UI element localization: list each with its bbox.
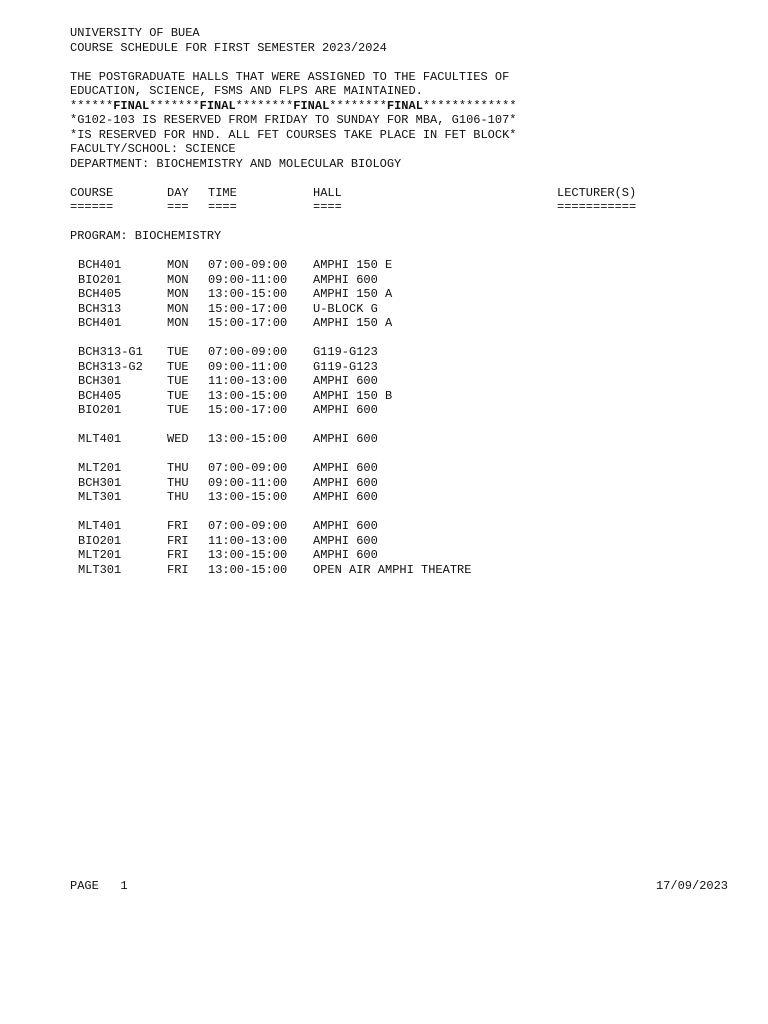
time-cell: 13:00-15:00: [208, 548, 288, 562]
hall-cell: AMPHI 600: [313, 432, 378, 446]
page-footer: [70, 879, 728, 894]
spacer: [70, 215, 730, 230]
group-spacer: [70, 447, 730, 462]
course-cell: BCH401: [78, 316, 122, 330]
time-cell: 13:00-15:00: [208, 388, 288, 403]
table-row: [70, 302, 730, 317]
course-cell: BCH313-G2: [78, 359, 143, 374]
day-column-header: DAY: [167, 185, 189, 200]
spacer: [70, 171, 730, 186]
hall-cell: AMPHI 150 A: [313, 316, 393, 330]
table-row: [70, 374, 730, 389]
hall-cell: AMPHI 600: [313, 461, 378, 475]
time-cell: 07:00-09:00: [208, 258, 288, 272]
day-cell: MON: [167, 287, 189, 301]
course-cell: MLT301: [78, 490, 122, 504]
time-cell: 11:00-13:00: [208, 374, 288, 388]
time-cell: 15:00-17:00: [208, 316, 288, 330]
course-rule: ======: [70, 200, 114, 214]
day-cell: WED: [167, 432, 189, 446]
day-cell: MON: [167, 272, 189, 287]
page-number: PAGE 1: [70, 879, 128, 893]
day-cell: THU: [167, 490, 189, 504]
course-cell: MLT401: [78, 519, 122, 533]
day-cell: MON: [167, 301, 189, 316]
column-rules: [70, 200, 730, 215]
university-name: UNIVERSITY OF BUEA: [70, 26, 200, 40]
notice-line-1: THE POSTGRADUATE HALLS THAT WERE ASSIGNED TO THE FACULTIES OF: [70, 69, 510, 84]
asterisk-run: ********: [235, 98, 294, 113]
table-row: [70, 432, 730, 447]
time-cell: 15:00-17:00: [208, 301, 288, 316]
course-cell: BCH313-G1: [78, 345, 143, 359]
time-rule: ====: [208, 200, 237, 214]
table-row: [70, 403, 730, 418]
course-cell: BCH405: [78, 388, 122, 403]
department-label: DEPARTMENT: BIOCHEMISTRY AND MOLECULAR BIOLOGY: [70, 156, 402, 171]
schedule-document: [70, 26, 730, 577]
print-date: 17/09/2023: [655, 879, 728, 893]
hall-cell: AMPHI 600: [313, 533, 378, 548]
course-cell: BIO201: [78, 533, 122, 548]
final-word: FINAL: [386, 98, 423, 113]
spacer: [70, 244, 730, 259]
table-row: [70, 273, 730, 288]
time-cell: 09:00-11:00: [208, 272, 288, 287]
time-cell: 07:00-09:00: [208, 345, 288, 359]
day-cell: FRI: [167, 548, 189, 562]
time-cell: 13:00-15:00: [208, 287, 288, 301]
table-row: [70, 287, 730, 302]
day-cell: THU: [167, 475, 189, 490]
time-cell: 13:00-15:00: [208, 490, 288, 504]
hall-cell: AMPHI 150 E: [313, 258, 393, 272]
hall-cell: G119-G123: [313, 359, 378, 374]
table-row: [70, 548, 730, 563]
lecturers-column-header: LECTURER(S): [557, 185, 637, 200]
table-row: [70, 534, 730, 549]
day-cell: TUE: [167, 345, 189, 359]
time-cell: 13:00-15:00: [208, 432, 288, 446]
hall-cell: AMPHI 150 A: [313, 287, 393, 301]
time-cell: 07:00-09:00: [208, 519, 288, 533]
table-row: [70, 316, 730, 331]
spacer: [70, 55, 730, 70]
course-cell: MLT201: [78, 461, 122, 475]
schedule-title: COURSE SCHEDULE FOR FIRST SEMESTER 2023/2024: [70, 40, 387, 55]
hall-rule: ====: [313, 200, 342, 214]
hall-cell: AMPHI 600: [313, 490, 378, 504]
course-column-header: COURSE: [70, 185, 114, 200]
course-cell: BIO201: [78, 403, 122, 417]
day-cell: MON: [167, 316, 189, 330]
table-row: [70, 345, 730, 360]
course-cell: MLT301: [78, 562, 122, 577]
time-cell: 13:00-15:00: [208, 562, 288, 577]
day-cell: TUE: [167, 388, 189, 403]
hall-cell: AMPHI 600: [313, 272, 378, 287]
table-row: [70, 461, 730, 476]
table-row: [70, 360, 730, 375]
lecturers-rule: ===========: [557, 200, 637, 214]
time-cell: 07:00-09:00: [208, 461, 288, 475]
table-row: [70, 258, 730, 273]
asterisk-run: ********: [329, 98, 387, 113]
final-word: FINAL: [199, 98, 236, 113]
time-column-header: TIME: [208, 185, 237, 200]
final-word: FINAL: [113, 98, 150, 113]
group-spacer: [70, 331, 730, 346]
course-cell: BCH313: [78, 301, 122, 316]
hall-cell: AMPHI 600: [313, 548, 378, 562]
day-rule: ===: [167, 200, 189, 214]
day-cell: FRI: [167, 519, 189, 533]
day-cell: TUE: [167, 403, 189, 417]
asterisk-run: *************: [422, 98, 517, 113]
table-row: [70, 490, 730, 505]
table-row: [70, 476, 730, 491]
time-cell: 09:00-11:00: [208, 359, 288, 374]
day-cell: MON: [167, 258, 189, 272]
hall-cell: AMPHI 150 B: [313, 388, 393, 403]
faculty-label: FACULTY/SCHOOL: SCIENCE: [70, 142, 236, 156]
course-cell: BCH401: [78, 258, 122, 272]
course-cell: BCH301: [78, 374, 122, 388]
hall-cell: U-BLOCK G: [313, 301, 378, 316]
reserve-line-1: *G102-103 IS RESERVED FROM FRIDAY TO SUNDAY FOR MBA, G106-107*: [70, 113, 517, 127]
table-row: [70, 389, 730, 404]
column-headers: [70, 186, 730, 201]
day-cell: FRI: [167, 562, 189, 577]
time-cell: 11:00-13:00: [208, 533, 288, 548]
day-cell: THU: [167, 461, 189, 475]
day-cell: FRI: [167, 533, 189, 548]
hall-cell: AMPHI 600: [313, 475, 378, 490]
hall-cell: OPEN AIR AMPHI THEATRE: [313, 562, 472, 577]
time-cell: 09:00-11:00: [208, 475, 288, 490]
table-row: [70, 519, 730, 534]
hall-column-header: HALL: [313, 185, 342, 200]
course-cell: MLT401: [78, 432, 122, 446]
table-row: [70, 563, 730, 578]
hall-cell: AMPHI 600: [313, 403, 378, 417]
group-spacer: [70, 418, 730, 433]
final-banner: [70, 99, 730, 114]
course-cell: BCH405: [78, 287, 122, 301]
course-cell: MLT201: [78, 548, 122, 562]
group-spacer: [70, 505, 730, 520]
final-word: FINAL: [293, 98, 330, 113]
hall-cell: AMPHI 600: [313, 374, 378, 388]
schedule-table: [70, 258, 730, 577]
time-cell: 15:00-17:00: [208, 403, 288, 417]
course-cell: BCH301: [78, 475, 122, 490]
hall-cell: AMPHI 600: [313, 519, 378, 533]
reserve-line-2: *IS RESERVED FOR HND. ALL FET COURSES TAKE PLACE IN FET BLOCK*: [70, 127, 517, 142]
asterisk-run: ******: [70, 98, 114, 113]
program-label: PROGRAM: BIOCHEMISTRY: [70, 229, 222, 243]
asterisk-run: *******: [149, 98, 200, 113]
day-cell: TUE: [167, 359, 189, 374]
hall-cell: G119-G123: [313, 345, 378, 359]
notice-line-2: EDUCATION, SCIENCE, FSMS AND FLPS ARE MAINTAINED.: [70, 84, 423, 98]
course-cell: BIO201: [78, 272, 122, 287]
day-cell: TUE: [167, 374, 189, 388]
